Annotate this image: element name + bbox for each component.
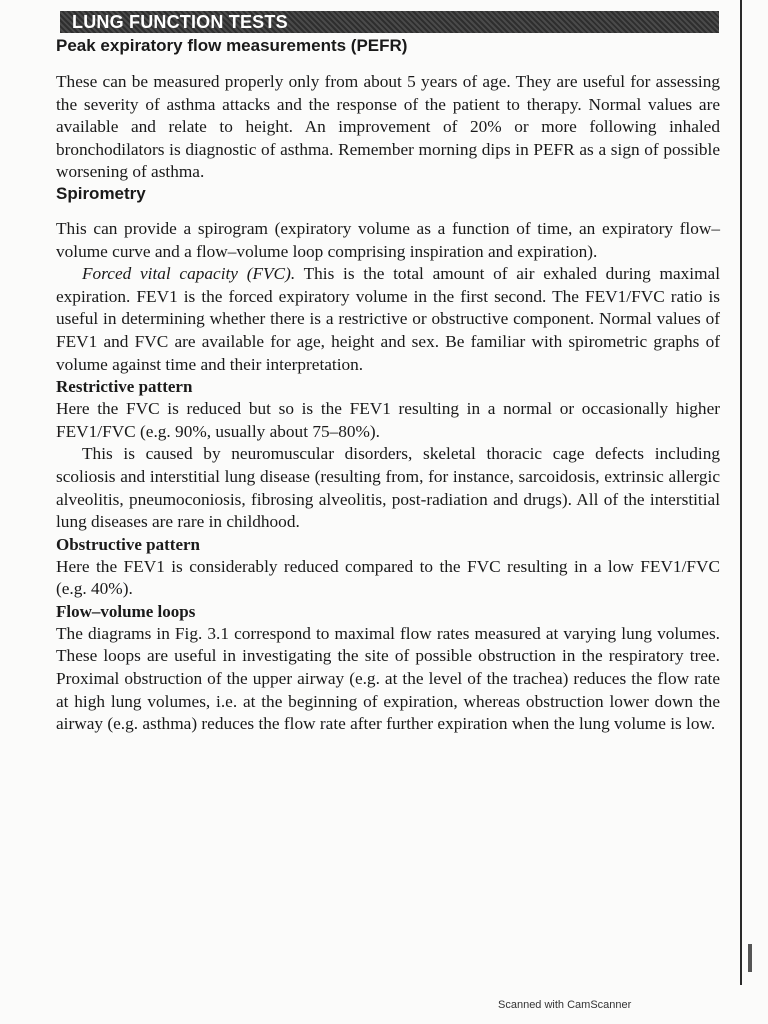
scanner-watermark: Scanned with CamScanner — [498, 999, 632, 1011]
banner-title: LUNG FUNCTION TESTS — [72, 12, 288, 32]
obstructive-heading: Obstructive pattern — [56, 534, 201, 554]
fvc-body: This is the total amount of air exhaled during maximal expiration. FEV1 is the forced expiratory volume in the first second. The FEV1/FVC ratio is useful in determining whether there is a restrictive or obstructive component. Normal values of FEV1 and FVC are available for age, height and sex. Be familiar with spirometric graphs of volume against time and their interpretation. — [56, 264, 720, 374]
restrictive-heading: Restrictive pattern — [56, 377, 193, 397]
pefr-heading: Peak expiratory flow measurements (PEFR) — [56, 36, 408, 55]
page-edge-mark — [748, 944, 752, 972]
section-banner — [60, 11, 719, 33]
restrictive-paragraph-1: Here the FVC is reduced but so is the FEV1 resulting in a normal or occasionally higher FEV1/FVC (e.g. 90%, usually about 75–80%). — [56, 399, 720, 441]
flow-volume-heading: Flow–volume loops — [56, 601, 196, 621]
fvc-term: Forced vital capacity (FVC). — [82, 264, 296, 284]
page-edge-rule — [740, 0, 742, 985]
page-content — [56, 36, 720, 736]
pefr-paragraph: These can be measured properly only from about 5 years of age. They are useful for assessing the severity of asthma attacks and the response of the patient to therapy. Normal values are available and relate to height. An improvement of 20% or more following inhaled bronchodilators is diagnostic of asthma. Remember morning dips in PEFR as a sign of possible worsening of asthma. — [56, 72, 720, 182]
spirometry-paragraph: This can provide a spirogram (expiratory volume as a function of time, an expiratory flow–volume curve and a flow–volume loop comprising inspiration and expiration). — [56, 218, 720, 261]
obstructive-paragraph: Here the FEV1 is considerably reduced compared to the FVC resulting in a low FEV1/FVC (e.g. 40%). — [56, 556, 720, 599]
restrictive-paragraph-2: This is caused by neuromuscular disorders, skeletal thoracic cage defects including scoliosis and interstitial lung disease (resulting from, for instance, sarcoidosis, extrinsic allergic alveolitis, pneumoconiosis, fibrosing alveolitis, post-radiation and drugs). All of the interstitial lung diseases are rare in childhood. — [56, 444, 720, 532]
flow-volume-paragraph: The diagrams in Fig. 3.1 correspond to maximal flow rates measured at varying lung volumes. These loops are useful in investigating the site of possible obstruction in the respiratory tree. Proximal obstruction of the upper airway (e.g. at the level of the trachea) reduces the flow rate at high lung volumes, i.e. at the beginning of expiration, whereas obstruction lower down the airway (e.g. asthma) reduces the flow rate after further expiration when the lung volume is low. — [56, 623, 720, 734]
fvc-paragraph — [56, 263, 720, 376]
spirometry-heading: Spirometry — [56, 183, 146, 203]
